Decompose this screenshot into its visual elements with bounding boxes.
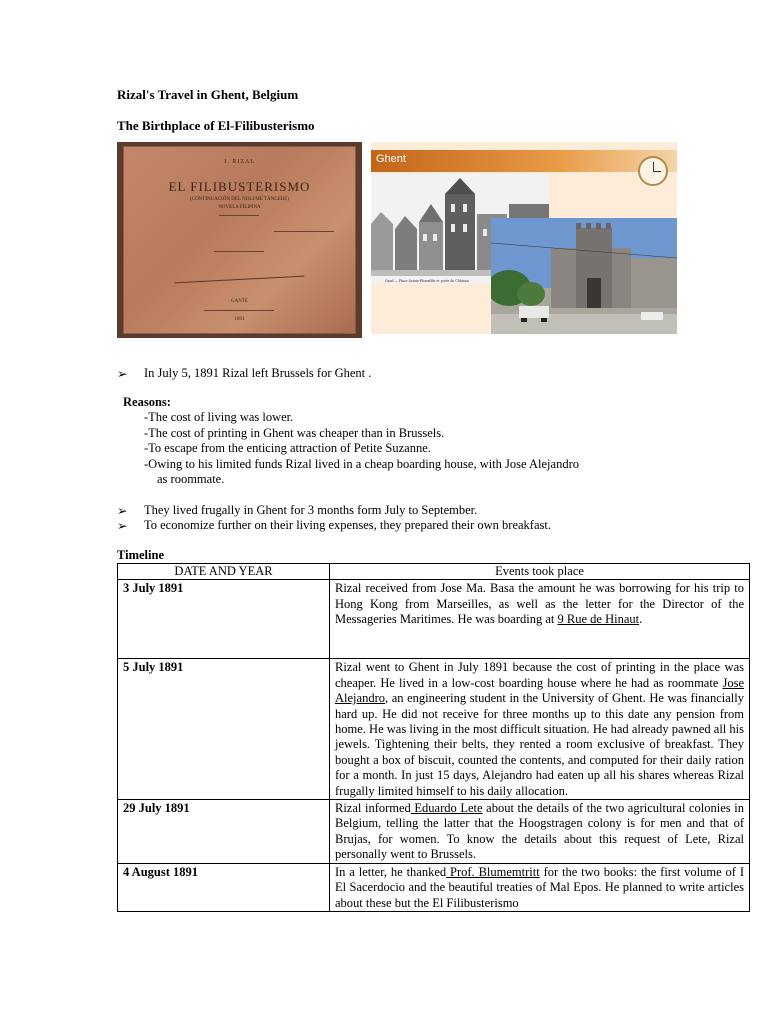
reason-item: -The cost of living was lower. bbox=[144, 410, 294, 424]
row-date: 4 August 1891 bbox=[118, 863, 330, 911]
row-event bbox=[330, 659, 750, 800]
section-subtitle: The Birthplace of El-Filibusterismo bbox=[117, 118, 315, 133]
event-text: Rizal received from Jose Ma. Basa the amount he was borrowing for his trip to Hong Kong from Marseilles, as well as the letter for the Director of the Messageries Maritimes. He was boarding at bbox=[335, 581, 744, 627]
reason-item: as roommate. bbox=[157, 472, 225, 486]
book-year: 1891 bbox=[234, 317, 245, 322]
event-underlined-text: 9 Rue de Hinaut bbox=[557, 612, 640, 627]
book-title: EL FILIBUSTERISMO bbox=[168, 179, 311, 194]
column-header-events: Events took place bbox=[330, 564, 750, 580]
book-signature bbox=[174, 262, 305, 284]
table-header-row bbox=[118, 564, 750, 580]
bullet-item: In July 5, 1891 Rizal left Brussels for Ghent . bbox=[144, 366, 372, 380]
bullet-arrow-icon: ➢ bbox=[117, 519, 128, 533]
bullet-item: To economize further on their living expenses, they prepared their own breakfast. bbox=[144, 518, 551, 532]
ghent-image bbox=[371, 142, 677, 334]
engraving-caption: Gand — Place Sainte-Pharaïlde et porte du Château bbox=[385, 279, 469, 283]
book-cover-image bbox=[117, 142, 362, 338]
row-date: 29 July 1891 bbox=[118, 800, 330, 864]
event-underlined-text: Prof. Blumemtritt bbox=[446, 864, 540, 879]
table-row bbox=[118, 863, 750, 911]
event-text: for the two books: the first volume of I El Sacerdocio and the beautiful treaties of Mal Epos. He planned to write articles about these but the El Filibusterismo bbox=[335, 864, 744, 910]
reasons-heading: Reasons: bbox=[123, 395, 171, 409]
reason-item: -The cost of printing in Ghent was cheaper than in Brussels. bbox=[144, 426, 445, 440]
bullet-arrow-icon: ➢ bbox=[117, 367, 128, 381]
ghent-banner bbox=[371, 150, 677, 172]
book-subtitle: (CONTINUACIÓN DEL NOLI ME TÁNGERE) bbox=[190, 197, 289, 202]
event-text: In a letter, he thanked bbox=[335, 864, 447, 879]
page-title: Rizal's Travel in Ghent, Belgium bbox=[117, 87, 299, 102]
book-subtitle-2: NOVELA FILIPINA bbox=[218, 205, 261, 210]
pocket-watch-icon bbox=[638, 156, 668, 186]
event-text: Rizal informed bbox=[335, 801, 411, 816]
event-underlined-text: Eduardo Lete bbox=[410, 801, 483, 816]
castle-photo-drawing bbox=[491, 218, 677, 334]
column-header-date: DATE AND YEAR bbox=[118, 564, 330, 580]
reason-item: -To escape from the enticing attraction of Petite Suzanne. bbox=[144, 441, 431, 455]
event-text: , an engineering student in the University of Ghent. He was financially hard up. He did not receive for three months up to this date any pension from home. He was living in the most difficult situation. He had already pawned all his jewels. Tightening their belts, they rented a room exclusive of breakfast. They bought a box of biscuit, counted the contents, and computed for their daily ration for a month. In just 15 days, Alejandro had eaten up all his shares whereas Rizal frugally limited himself to his daily allocation. bbox=[335, 691, 744, 798]
book-city: GANTE bbox=[231, 299, 248, 304]
event-text: about the details of the two agricultural colonies in Belgium, telling the latter that the Hoogstragen colony is for men and that of Brujas, for women. To know the details about this request of Lete, Rizal personally went to Brussels. bbox=[335, 801, 744, 862]
row-event bbox=[330, 863, 750, 911]
table-row bbox=[118, 800, 750, 864]
row-date: 5 July 1891 bbox=[118, 659, 330, 800]
book-rule bbox=[204, 310, 274, 311]
ghent-label: Ghent bbox=[376, 153, 406, 165]
row-date: 3 July 1891 bbox=[118, 580, 330, 659]
event-underlined-text: Jose Alejandro bbox=[335, 675, 744, 706]
book-rule bbox=[274, 231, 334, 232]
book-rule bbox=[214, 251, 264, 252]
row-event bbox=[330, 580, 750, 659]
event-text: Rizal went to Ghent in July 1891 because the cost of printing in the place was cheaper. He lived in a low-cost boarding house where he had as roommate bbox=[335, 660, 744, 690]
table-row bbox=[118, 580, 750, 659]
bullet-item: They lived frugally in Ghent for 3 months form July to September. bbox=[144, 503, 478, 517]
bullet-arrow-icon: ➢ bbox=[117, 504, 128, 518]
timeline-table bbox=[117, 563, 750, 912]
reason-item: -Owing to his limited funds Rizal lived in a cheap boarding house, with Jose Alejandro bbox=[144, 457, 579, 471]
table-row bbox=[118, 659, 750, 800]
ghent-castle-photo bbox=[491, 218, 677, 334]
book-author: J. RIZAL bbox=[224, 159, 255, 165]
row-event bbox=[330, 800, 750, 864]
book-rule bbox=[219, 215, 259, 216]
timeline-heading: Timeline bbox=[117, 548, 164, 562]
event-text: . bbox=[639, 612, 643, 627]
